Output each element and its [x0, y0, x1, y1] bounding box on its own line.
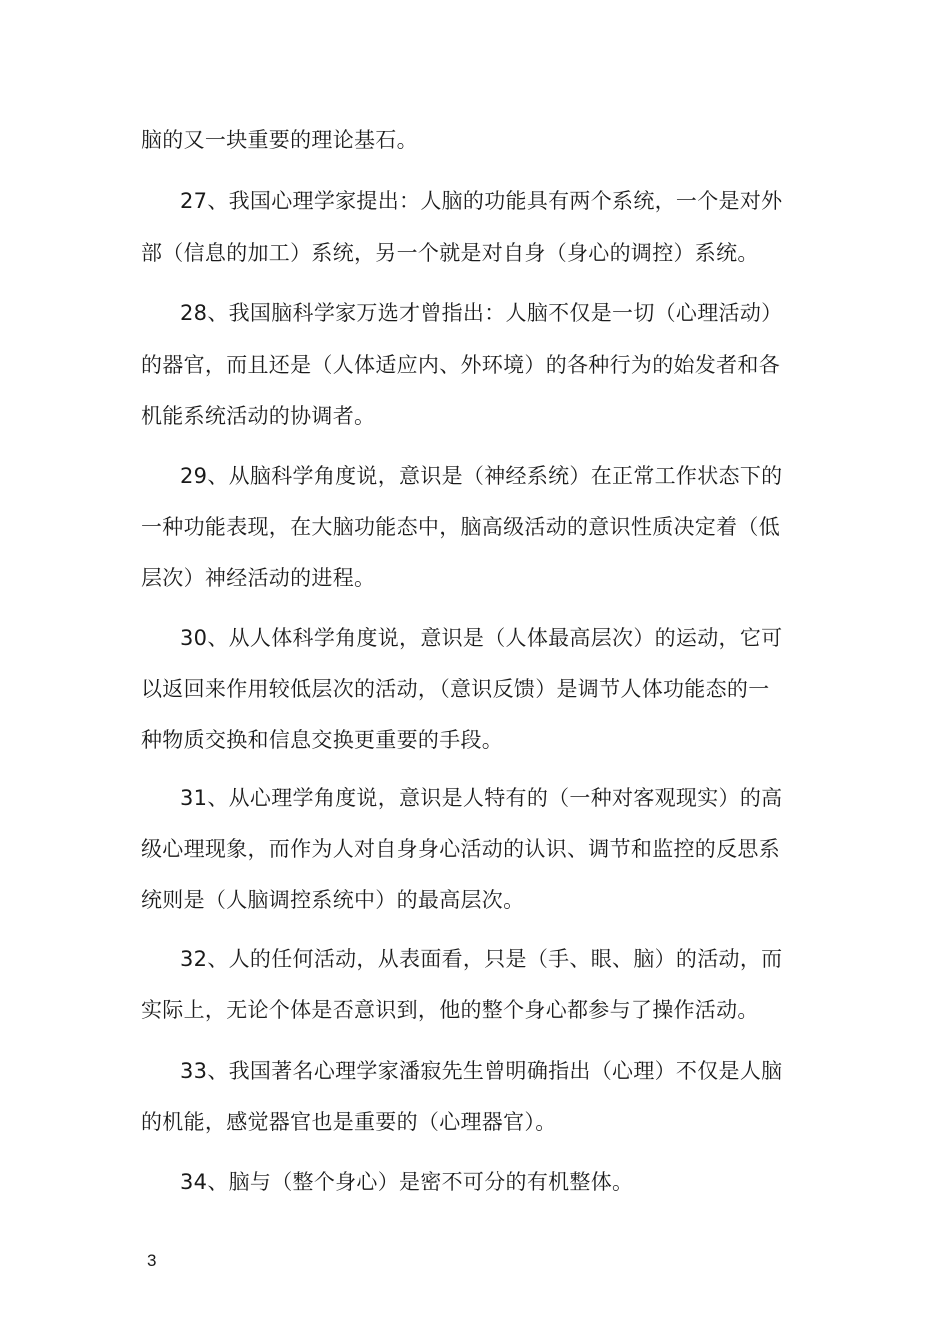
item-33-line-1: 33、我国著名心理学家潘寂先生曾明确指出（心理）不仅是人脑 — [180, 1059, 783, 1083]
item-32-line-1: 32、人的任何活动，从表面看，只是（手、眼、脑）的活动，而 — [180, 947, 783, 971]
item-31-line-2: 级心理现象，而作为人对自身身心活动的认识、调节和监控的反思系 — [141, 837, 780, 861]
item-29-line-3: 层次）神经活动的进程。 — [141, 566, 376, 590]
item-32-line-2: 实际上，无论个体是否意识到，他的整个身心都参与了操作活动。 — [141, 998, 759, 1022]
item-27-line-2: 部（信息的加工）系统，另一个就是对自身（身心的调控）系统。 — [141, 241, 759, 265]
item-29-line-1: 29、从脑科学角度说，意识是（神经系统）在正常工作状态下的 — [180, 464, 783, 488]
text-line: 脑的又一块重要的理论基石。 — [141, 128, 418, 152]
item-29-line-2: 一种功能表现，在大脑功能态中，脑高级活动的意识性质决定着（低 — [141, 515, 780, 539]
item-31-line-1: 31、从心理学角度说，意识是人特有的（一种对客观现实）的高 — [180, 786, 783, 810]
item-30-line-3: 种物质交换和信息交换更重要的手段。 — [141, 728, 504, 752]
item-30-line-1: 30、从人体科学角度说，意识是（人体最高层次）的运动，它可 — [180, 626, 783, 650]
item-31-line-3: 统则是（人脑调控系统中）的最高层次。 — [141, 888, 525, 912]
item-30-line-2: 以返回来作用较低层次的活动，（意识反馈）是调节人体功能态的一 — [141, 677, 770, 701]
item-28-line-2: 的器官，而且还是（人体适应内、外环境）的各种行为的始发者和各 — [141, 353, 780, 377]
item-27-line-1: 27、我国心理学家提出：人脑的功能具有两个系统，一个是对外 — [180, 189, 783, 213]
page-number: 3 — [147, 1251, 157, 1270]
item-28-line-3: 机能系统活动的协调者。 — [141, 404, 376, 428]
item-33-line-2: 的机能，感觉器官也是重要的（心理器官）。 — [141, 1110, 557, 1134]
item-28-line-1: 28、我国脑科学家万选才曾指出：人脑不仅是一切（心理活动） — [180, 301, 783, 325]
item-34-line-1: 34、脑与（整个身心）是密不可分的有机整体。 — [180, 1170, 634, 1194]
